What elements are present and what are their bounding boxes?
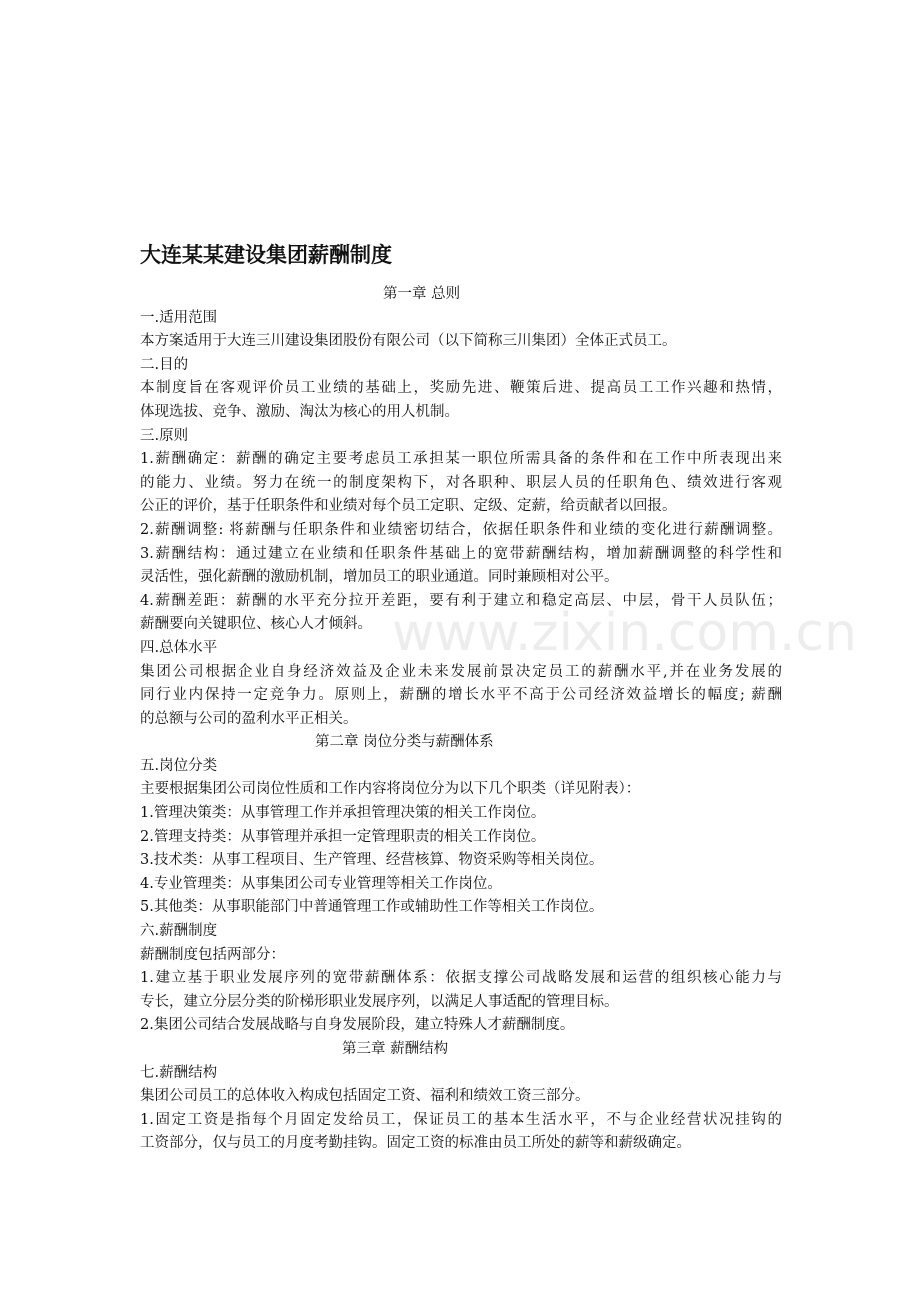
list-item: 4.专业管理类：从事集团公司专业管理等相关工作岗位。 (140, 875, 502, 892)
paragraph-line: 3.薪酬结构：通过建立在业绩和任职条件基础上的宽带薪酬结构，增加薪酬调整的科学性和 (140, 545, 782, 562)
paragraph-line: 专长，建立分层分类的阶梯形职业发展序列，以满足人事适配的管理目标。 (140, 993, 619, 1010)
paragraph-line: 本制度旨在客观评价员工业绩的基础上，奖励先进、鞭策后进、提高员工工作兴趣和热情， (140, 380, 782, 397)
chapter-heading: 第三章 薪酬结构 (342, 1041, 449, 1057)
paragraph-line: 1.薪酬确定：薪酬的确定主要考虑员工承担某一职位所需具备的条件和在工作中所表现出来 (140, 451, 782, 468)
list-item: 1.管理决策类：从事管理工作并承担管理决策的相关工作岗位。 (140, 805, 546, 822)
list-item: 1.建立基于职业发展序列的宽带薪酬体系：依据支撑公司战略发展和运营的组织核心能力与 (140, 970, 782, 987)
paragraph-line: 体现选拔、竞争、激励、淘汰为核心的用人机制。 (140, 403, 459, 420)
paragraph-line: 集团公司员工的总体收入构成包括固定工资、福利和绩效工资三部分。 (140, 1088, 590, 1105)
paragraph-line: 同行业内保持一定竞争力。原则上，薪酬的增长水平不高于公司经济效益增长的幅度; 薪酬 (140, 687, 782, 704)
section-heading: 四.总体水平 (140, 639, 218, 656)
document-body (140, 283, 782, 1156)
section-heading: 五.岗位分类 (140, 757, 218, 774)
chapter-heading: 第一章 总则 (383, 286, 461, 302)
list-item: 3.技术类：从事工程项目、生产管理、经营核算、物资采购等相关岗位。 (140, 852, 604, 869)
paragraph-line: 主要根据集团公司岗位性质和工作内容将岗位分为以下几个职类（详见附表）： (140, 781, 641, 798)
paragraph-line: 本方案适用于大连三川建设集团股份有限公司（以下简称三川集团）全体正式员工。 (140, 333, 677, 350)
paragraph-line: 集团公司根据企业自身经济效益及企业未来发展前景决定员工的薪酬水平,并在业务发展的 (140, 663, 782, 680)
list-item: 2.集团公司结合发展战略与自身发展阶段，建立特殊人才薪酬制度。 (140, 1017, 575, 1034)
paragraph-line: 工资部分，仅与员工的月度考勤挂钩。固定工资的标准由员工所处的薪等和薪级确定。 (140, 1135, 691, 1152)
paragraph-line: 薪酬制度包括两部分： (140, 946, 285, 963)
section-heading: 二.目的 (140, 356, 189, 373)
paragraph-line: 公正的评价，基于任职条件和业绩对每个员工定职、定级、定薪，给贡献者以回报。 (140, 498, 677, 515)
section-heading: 三.原则 (140, 427, 189, 444)
document-title: 大连某某建设集团薪酬制度 (140, 243, 392, 267)
chapter-heading: 第二章 岗位分类与薪酬体系 (315, 734, 494, 751)
watermark: www.zixin.com.cn (392, 603, 857, 663)
paragraph-line: 4.薪酬差距：薪酬的水平充分拉开差距，要有利于建立和稳定高层、中层，骨干人员队伍； (140, 592, 782, 609)
section-heading: 七.薪酬结构 (140, 1064, 218, 1081)
paragraph-line: 薪酬要向关键职位、核心人才倾斜。 (140, 616, 372, 633)
paragraph-line: 的能力、业绩。努力在统一的制度架构下，对各职种、职层人员的任职角色、绩效进行客观 (140, 474, 782, 491)
list-item: 5.其他类：从事职能部门中普通管理工作或辅助性工作等相关工作岗位。 (140, 899, 604, 916)
paragraph-line: 2.薪酬调整: 将薪酬与任职条件和业绩密切结合，依据任职条件和业绩的变化进行薪酬调整。 (140, 521, 782, 538)
section-heading: 六.薪酬制度 (140, 923, 218, 940)
paragraph-line: 的总额与公司的盈利水平正相关。 (140, 710, 358, 727)
list-item: 1.固定工资是指每个月固定发给员工，保证员工的基本生活水平，不与企业经营状况挂钩的 (140, 1111, 782, 1128)
list-item: 2.管理支持类：从事管理并承担一定管理职责的相关工作岗位。 (140, 828, 546, 845)
paragraph-line: 灵活性，强化薪酬的激励机制，增加员工的职业通道。同时兼顾相对公平。 (140, 569, 619, 586)
section-heading: 一.适用范围 (140, 309, 218, 326)
